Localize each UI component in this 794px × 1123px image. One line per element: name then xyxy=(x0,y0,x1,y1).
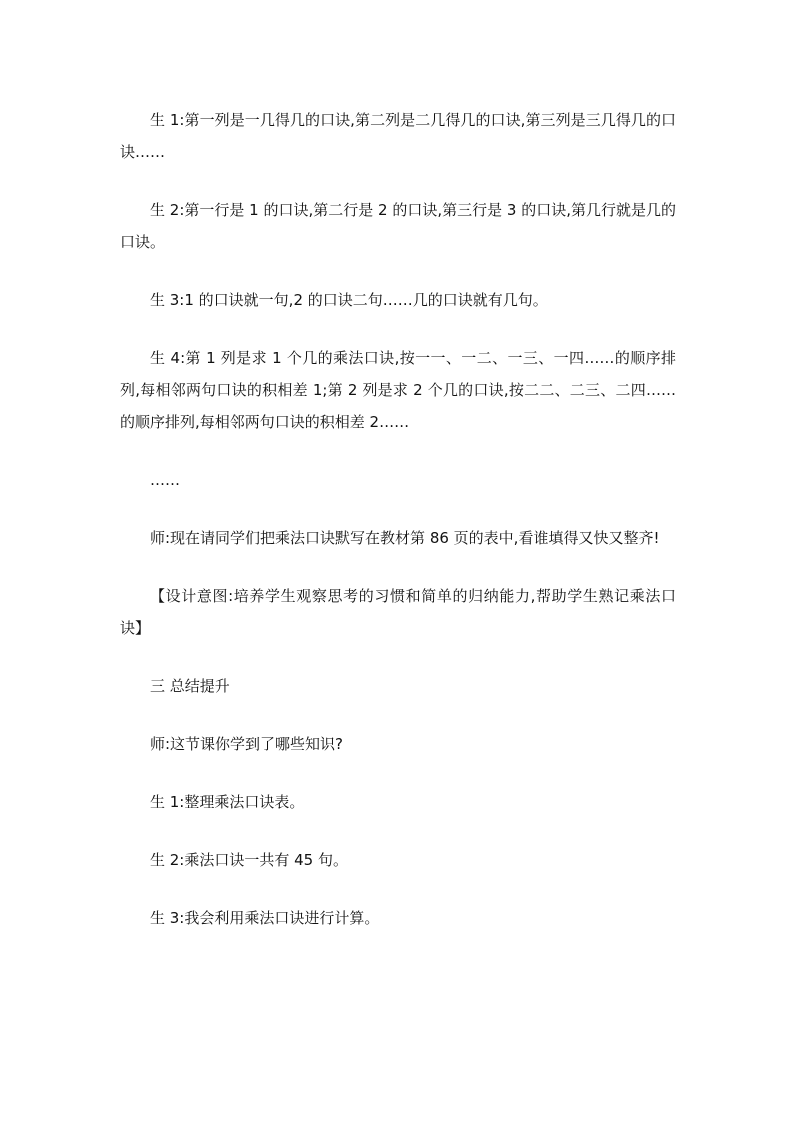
paragraph-student-4-product-rule: 生 4:第 1 列是求 1 个几的乘法口诀,按一一、一二、一三、一四……的顺序排列,每相邻两句口诀的积相差 1;第 2 列是求 2 个几的口诀,按二二、二三、二四……的顺序排列,每相邻两句口诀的积相差 2…… xyxy=(120,349,676,431)
paragraph-answer-1: 生 1:整理乘法口诀表。 xyxy=(150,793,305,811)
paragraph-teacher-instruction: 师:现在请同学们把乘法口诀默写在教材第 86 页的表中,看谁填得又快又整齐! xyxy=(150,529,660,547)
paragraph-answer-2: 生 2:乘法口诀一共有 45 句。 xyxy=(150,851,348,869)
document-body xyxy=(120,104,676,960)
section-heading-summary: 三 总结提升 xyxy=(150,677,230,695)
paragraph-teacher-question: 师:这节课你学到了哪些知识? xyxy=(150,735,344,753)
paragraph-student-3-count-rule: 生 3:1 的口诀就一句,2 的口诀二句……几的口诀就有几句。 xyxy=(150,291,548,309)
paragraph-student-1-column-rule: 生 1:第一列是一几得几的口诀,第二列是二几得几的口诀,第三列是三几得几的口诀…… xyxy=(120,111,676,161)
paragraph-design-intent: 【设计意图:培养学生观察思考的习惯和简单的归纳能力,帮助学生熟记乘法口诀】 xyxy=(120,587,676,637)
paragraph-student-2-row-rule: 生 2:第一行是 1 的口诀,第二行是 2 的口诀,第三行是 3 的口诀,第几行就是几的口诀。 xyxy=(120,201,676,251)
paragraph-answer-3: 生 3:我会利用乘法口诀进行计算。 xyxy=(150,909,380,927)
paragraph-ellipsis: …… xyxy=(150,471,180,489)
